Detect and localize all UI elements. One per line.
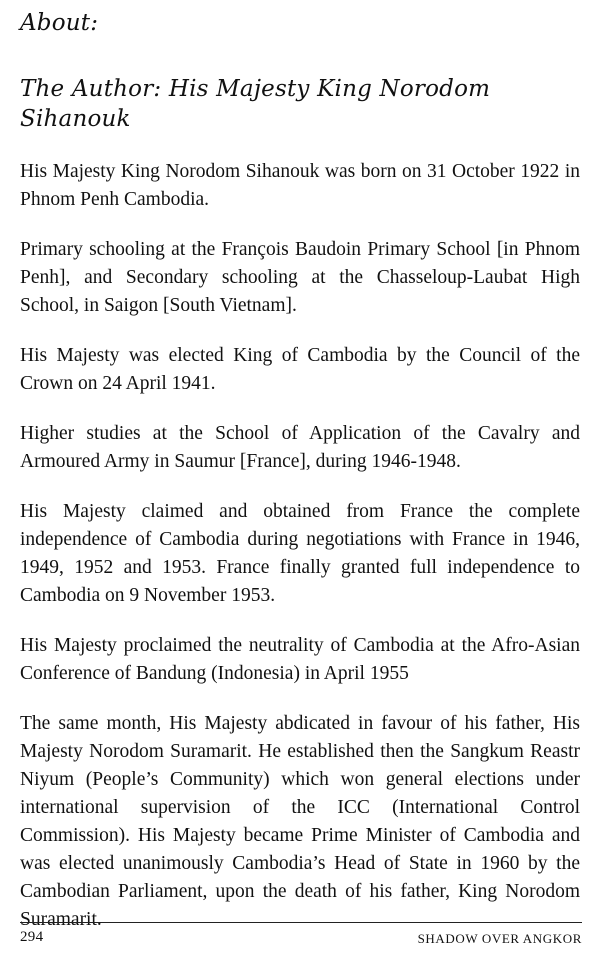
paragraph-higher-studies: Higher studies at the School of Application of the Cavalry and Armoured Army in Saumur [France], during 1946-1948. — [20, 423, 580, 472]
biography-text — [20, 158, 580, 956]
paragraph-independence: His Majesty claimed and obtained from France the complete independence of Cambodia during negotiations with France in 1946, 1949, 1952 and 1953. France finally granted full independence to Cambodia on 9 November 1953. — [20, 501, 580, 606]
section-heading-about: About: — [20, 10, 99, 36]
paragraph-neutrality: His Majesty proclaimed the neutrality of Cambodia at the Afro-Asian Conference of Bandung (Indonesia) in April 1955 — [20, 635, 580, 684]
footer-divider — [20, 922, 582, 923]
running-footer-title: SHADOW OVER ANGKOR — [417, 931, 582, 946]
paragraph-abdication: The same month, His Majesty abdicated in favour of his father, His Majesty Norodom Suramarit. He established then the Sangkum Reastr Niyum (People’s Community) which won general elections under international supervision of the ICC (International Control Commission). His Majesty became Prime Minister of Cambodia and was elected unanimously Cambodia’s Head of State in 1960 by the Cambodian Parliament, upon the death of his father, King Norodom Suramarit. — [20, 713, 580, 930]
paragraph-election: His Majesty was elected King of Cambodia by the Council of the Crown on 24 April 1941. — [20, 345, 580, 394]
paragraph-birth: His Majesty King Norodom Sihanouk was born on 31 October 1922 in Phnom Penh Cambodia. — [20, 161, 580, 210]
page-number: 294 — [20, 929, 44, 945]
paragraph-schooling: Primary schooling at the François Baudoin Primary School [in Phnom Penh], and Secondary schooling at the Chasseloup-Laubat High School, in Saigon [South Vietnam]. — [20, 239, 580, 316]
author-heading: The Author: His Majesty King Norodom Sihanouk — [20, 76, 491, 132]
